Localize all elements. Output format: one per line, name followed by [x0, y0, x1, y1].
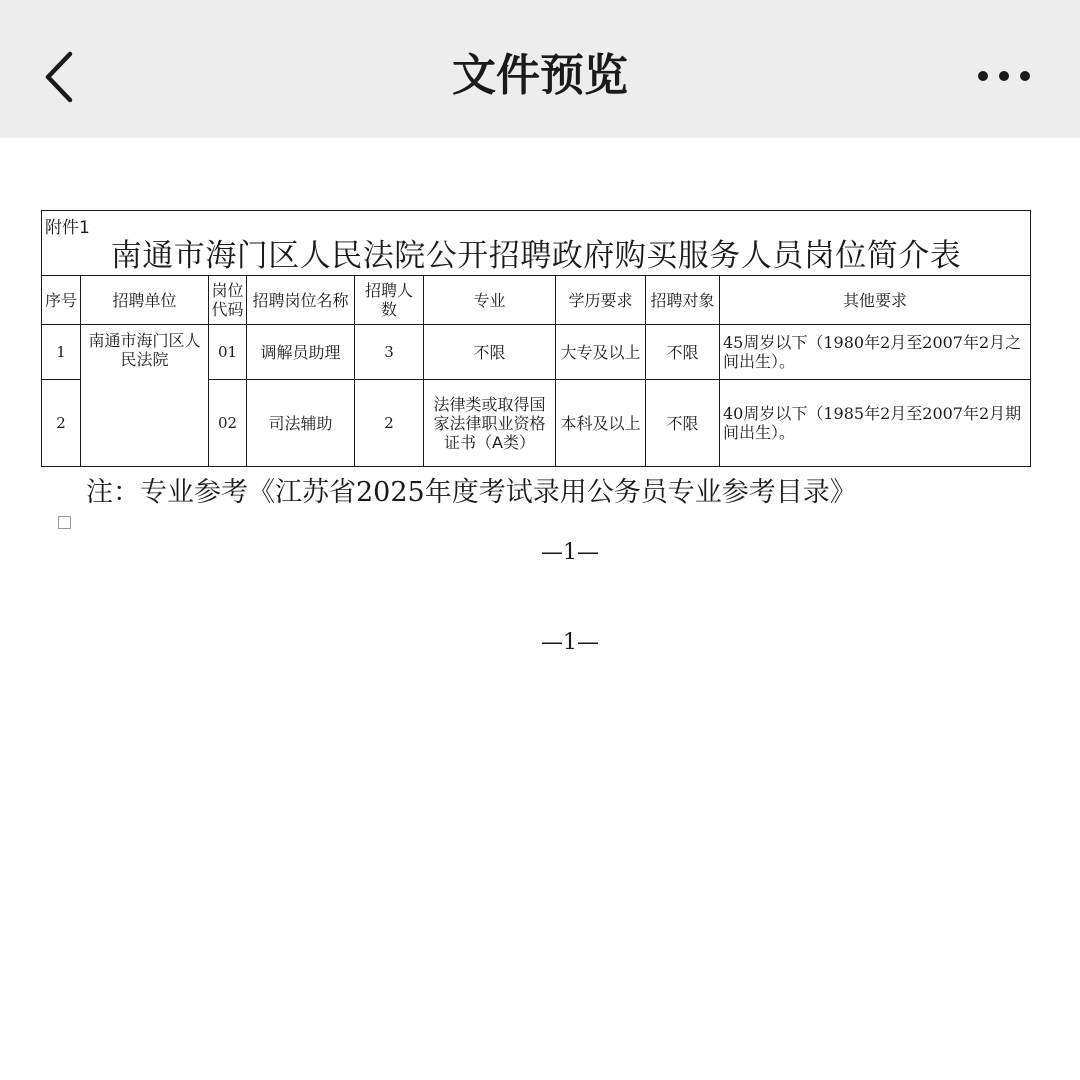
cell-code: 02 [209, 380, 247, 467]
footnote: 注：专业参考《江苏省2025年度考试录用公务员专业参考目录》 [86, 477, 857, 508]
cell-target: 不限 [646, 380, 720, 467]
cell-major: 不限 [424, 325, 556, 380]
header-major: 专业 [424, 276, 556, 325]
page-title: 文件预览 [452, 50, 628, 101]
cell-position: 调解员助理 [247, 325, 355, 380]
header-count: 招聘人 数 [355, 276, 424, 325]
header-education: 学历要求 [556, 276, 646, 325]
table-header-row [42, 276, 1031, 325]
cell-major: 法律类或取得国 家法律职业资格 证书（A类） [424, 380, 556, 467]
page-number: —1— [541, 540, 599, 565]
header-unit: 招聘单位 [81, 276, 209, 325]
cell-seq: 1 [42, 325, 81, 380]
cell-target: 不限 [646, 325, 720, 380]
table-title: 南通市海门区人民法院公开招聘政府购买服务人员岗位简介表 [110, 237, 962, 274]
document-preview[interactable] [41, 210, 1030, 467]
header-code: 岗位 代码 [209, 276, 247, 325]
cell-seq: 2 [42, 380, 81, 467]
header-position: 招聘岗位名称 [247, 276, 355, 325]
cell-position: 司法辅助 [247, 380, 355, 467]
cell-other: 45周岁以下（1980年2月至2007年2月之 间出生）。 [720, 325, 1031, 380]
cell-other: 40周岁以下（1985年2月至2007年2月期 间出生）。 [720, 380, 1031, 467]
table-row [42, 325, 1031, 380]
cell-education: 大专及以上 [556, 325, 646, 380]
chevron-left-icon [30, 40, 90, 112]
attachment-label: 附件1 [45, 218, 90, 238]
cell-count: 2 [355, 380, 424, 467]
header-other: 其他要求 [720, 276, 1031, 325]
header-seq: 序号 [42, 276, 81, 325]
page-number: —1— [541, 630, 599, 655]
more-dots-icon [968, 56, 1040, 96]
checkbox-placeholder-icon [58, 516, 71, 529]
back-button[interactable] [30, 40, 90, 112]
cell-unit: 南通市海门区人 民法院 [81, 325, 209, 467]
table-title-cell [42, 211, 1031, 276]
top-bar [0, 0, 1080, 138]
position-table [41, 210, 1031, 467]
cell-code: 01 [209, 325, 247, 380]
cell-education: 本科及以上 [556, 380, 646, 467]
cell-count: 3 [355, 325, 424, 380]
more-button[interactable] [968, 56, 1040, 96]
header-target: 招聘对象 [646, 276, 720, 325]
